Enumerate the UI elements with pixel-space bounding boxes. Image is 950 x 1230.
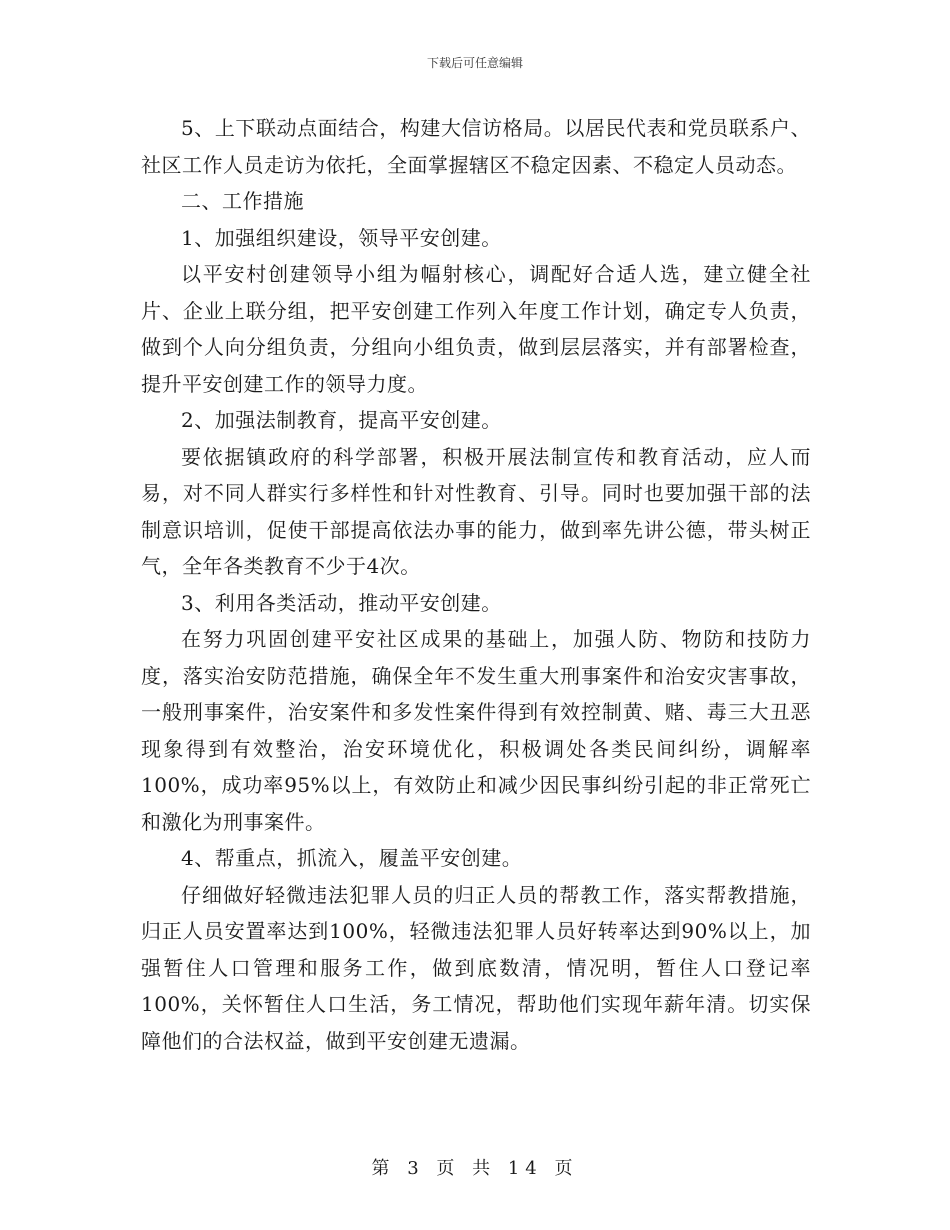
subheading-organization: 1、加强组织建设，领导平安创建。: [181, 225, 502, 250]
header-note: 下载后可任意编辑: [426, 56, 523, 70]
paragraph-organization: 以平安村创建领导小组为幅射核心，调配好合适人选，建立健全社片、企业上联分组，把平安创建工作列入年度工作计划，确定专人负责，做到个人向分组负责，分组向小组负责，做到层层落实，并有部署检查，提升平安创建工作的领导力度。: [141, 262, 811, 396]
paragraph-item-5: 5、上下联动点面结合，构建大信访格局。以居民代表和党员联系户、社区工作人员走访为依托，全面掌握辖区不稳定因素、不稳定人员动态。: [141, 116, 811, 177]
paragraph-activities: 在努力巩固创建平安社区成果的基础上，加强人防、物防和技防力度，落实治安防范措施，确保全年不发生重大刑事案件和治安灾害事故，一般刑事案件，治安案件和多发性案件得到有效控制黄、赌、毒三大丑恶现象得到有效整治，治安环境优化，积极调处各类民间纠纷，调解率100%，成功率95%以上，有效防止和减少因民事纠纷引起的非正常死亡和激化为刑事案件。: [141, 627, 811, 834]
subheading-key-points: 4、帮重点，抓流入，履盖平安创建。: [181, 846, 523, 870]
section-heading-work-measures: 二、工作措施: [181, 189, 304, 213]
document-body: [141, 110, 811, 1059]
subheading-legal-education: 2、加强法制教育，提高平安创建。: [181, 408, 502, 432]
subheading-activities: 3、利用各类活动，推动平安创建。: [181, 590, 502, 615]
page-number: 第 3 页 共 14 页: [371, 1158, 579, 1179]
paragraph-legal-education: 要依据镇政府的科学部署，积极开展法制宣传和教育活动，应人而易，对不同人群实行多样性和针对性教育、引导。同时也要加强干部的法制意识培训，促使干部提高依法办事的能力，做到率先讲公德，带头树正气，全年各类教育不少于4次。: [141, 444, 811, 578]
paragraph-key-points: 仔细做好轻微违法犯罪人员的归正人员的帮教工作，落实帮教措施，归正人员安置率达到100%，轻微违法犯罪人员好转率达到90%以上，加强暂住人口管理和服务工作，做到底数清，情况明，暂住人口登记率100%，关怀暂住人口生活，务工情况，帮助他们实现年薪年清。切实保障他们的合法权益，做到平安创建无遗漏。: [141, 882, 811, 1053]
